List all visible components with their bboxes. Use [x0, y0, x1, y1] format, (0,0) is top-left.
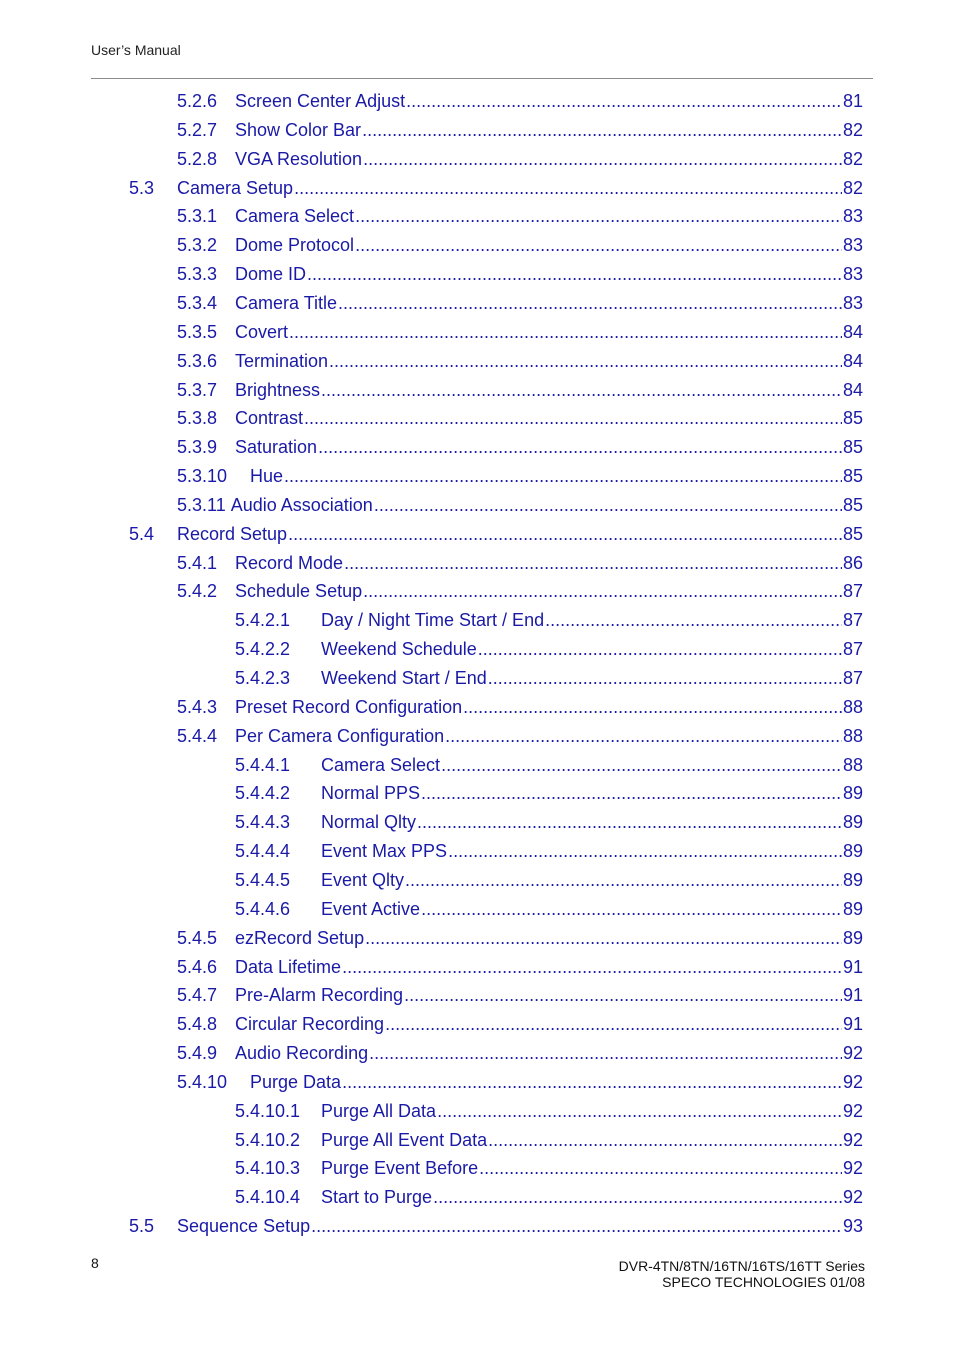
toc-entry[interactable]	[177, 433, 863, 461]
toc-entry[interactable]	[235, 895, 863, 923]
toc-entry-number: 5.4.7	[177, 985, 218, 1006]
footer-info	[619, 1258, 865, 1290]
toc-entry-title: Dome Protocol	[235, 235, 355, 256]
toc-entry[interactable]	[177, 404, 863, 432]
dot-leader	[363, 577, 842, 605]
dot-leader	[355, 202, 842, 230]
toc-entry-number: 5.4.2.3	[235, 668, 291, 688]
toc-entry-number: 5.4.4.2	[235, 783, 291, 804]
toc-entry-number: 5.4.4.4	[235, 841, 291, 862]
dot-leader	[488, 664, 842, 692]
toc-entry-title: Covert	[235, 321, 289, 342]
toc-entry-page: 88	[842, 696, 863, 717]
toc-entry[interactable]	[235, 1097, 863, 1125]
toc-entry-page: 82	[842, 148, 863, 169]
toc-entry-page: 86	[842, 552, 863, 573]
toc-entry-page: 85	[842, 408, 863, 429]
dot-leader	[433, 1183, 842, 1211]
dot-leader	[545, 606, 842, 634]
toc-entry-number: 5.2.8	[177, 148, 218, 169]
toc-entry-title: Purge Event Before	[321, 1158, 479, 1179]
dot-leader	[406, 87, 842, 115]
toc-entry-title: Event Qlty	[321, 869, 405, 890]
toc-entry-page: 92	[842, 1187, 863, 1208]
dot-leader	[284, 462, 842, 490]
toc-entry-number: 5.3.3	[177, 264, 218, 285]
toc-entry-page: 89	[842, 783, 863, 804]
toc-entry[interactable]	[177, 145, 863, 173]
dot-leader	[338, 289, 842, 317]
toc-entry[interactable]	[177, 289, 863, 317]
toc-entry-page: 91	[842, 1014, 863, 1035]
dot-leader	[294, 174, 842, 202]
toc-entry[interactable]	[177, 953, 863, 981]
dot-leader	[289, 318, 842, 346]
toc-entry-number: 5.4.10	[177, 1071, 228, 1092]
dot-leader	[479, 1154, 842, 1182]
toc-entry-title: Normal Qlty	[321, 812, 417, 833]
toc-entry-page: 82	[842, 177, 863, 198]
toc-entry-title: Sequence Setup	[177, 1216, 311, 1237]
toc-entry-page: 84	[842, 379, 863, 400]
toc-entry-title: Event Max PPS	[321, 841, 448, 862]
toc-entry-number: 5.4.4.3	[235, 812, 291, 833]
toc-entry-page: 82	[842, 119, 863, 140]
toc-entry[interactable]	[129, 174, 863, 202]
toc-entry-number: 5.4.10.4	[235, 1187, 301, 1208]
toc-entry-title: Normal PPS	[321, 783, 421, 804]
toc-entry[interactable]	[177, 577, 863, 605]
toc-entry-title: Purge Data	[250, 1071, 342, 1092]
toc-entry-number: 5.2.7	[177, 119, 218, 140]
toc-entry-number: 5.4.5	[177, 927, 218, 948]
toc-entry[interactable]	[177, 1010, 863, 1038]
toc-entry[interactable]	[235, 808, 863, 836]
toc-entry[interactable]	[177, 491, 863, 519]
toc-entry-page: 83	[842, 292, 863, 313]
toc-entry-title: Brightness	[235, 379, 321, 400]
toc-entry-page: 91	[842, 985, 863, 1006]
toc-entry[interactable]	[235, 779, 863, 807]
toc-entry-number: 5.3	[129, 177, 155, 198]
toc-entry[interactable]	[235, 606, 863, 634]
dot-leader	[478, 635, 842, 663]
toc-entry[interactable]	[235, 866, 863, 894]
toc-entry-page: 83	[842, 206, 863, 227]
toc-entry[interactable]	[177, 231, 863, 259]
toc-entry-page: 89	[842, 898, 863, 919]
toc-entry-title: Per Camera Configuration	[235, 725, 445, 746]
dot-leader	[417, 808, 842, 836]
dot-leader	[355, 231, 842, 259]
toc-entry-title: Schedule Setup	[235, 581, 363, 602]
toc-entry-page: 93	[842, 1216, 863, 1237]
toc-entry-title: Purge All Event Data	[321, 1129, 488, 1150]
toc-entry-title: Hue	[250, 466, 284, 487]
toc-entry-number: 5.4.8	[177, 1014, 218, 1035]
toc-entry-page: 81	[842, 91, 863, 111]
toc-entry-number: 5.4.4.1	[235, 754, 291, 775]
dot-leader	[385, 1010, 842, 1038]
toc-entry-number: 5.3.11	[177, 494, 226, 515]
dot-leader	[448, 837, 842, 865]
toc-entry[interactable]	[235, 751, 863, 779]
toc-entry-title: Contrast	[235, 408, 304, 429]
toc-entry-page: 85	[842, 437, 863, 458]
toc-entry-title: Purge All Data	[321, 1100, 437, 1121]
toc-entry[interactable]	[177, 1039, 863, 1067]
toc-entry-number: 5.4.4.6	[235, 898, 291, 919]
toc-entry-number: 5.3.9	[177, 437, 218, 458]
dot-leader	[441, 751, 842, 779]
dot-leader	[369, 1039, 842, 1067]
toc-entry-title: Dome ID	[235, 264, 307, 285]
toc-entry-title: Pre-Alarm Recording	[235, 985, 404, 1006]
toc-entry[interactable]	[235, 1126, 863, 1154]
toc-entry[interactable]	[177, 693, 863, 721]
dot-leader	[304, 404, 842, 432]
toc-entry-number: 5.2.6	[177, 91, 218, 111]
toc-entry-title: Event Active	[321, 898, 421, 919]
toc-entry-title: Weekend Start / End	[321, 668, 487, 688]
toc-entry-number: 5.3.1	[177, 206, 218, 227]
toc-entry[interactable]	[235, 837, 863, 865]
toc-entry-page: 87	[842, 581, 863, 602]
dot-leader	[488, 1126, 842, 1154]
toc-entry-page: 89	[842, 812, 863, 833]
toc-entry-page: 84	[842, 350, 863, 371]
toc-entry-number: 5.3.8	[177, 408, 218, 429]
toc-entry-number: 5.4.2.1	[235, 610, 291, 631]
dot-leader	[421, 895, 842, 923]
dot-leader	[362, 116, 842, 144]
toc-entry-number: 5.4.6	[177, 956, 218, 977]
toc-entry-page: 88	[842, 754, 863, 775]
toc-entry-title: ezRecord Setup	[235, 927, 365, 948]
toc-entry-number: 5.4.4.5	[235, 869, 291, 890]
toc-entry[interactable]	[177, 462, 863, 490]
toc-entry[interactable]	[177, 347, 863, 375]
toc-entry-number: 5.4.4	[177, 725, 218, 746]
toc-entry-title: Day / Night Time Start / End	[321, 610, 545, 631]
toc-entry-page: 85	[842, 466, 863, 487]
toc-entry-title: VGA Resolution	[235, 148, 363, 169]
toc-entry-number: 5.3.7	[177, 379, 218, 400]
dot-leader	[363, 145, 842, 173]
toc-entry-page: 87	[842, 639, 863, 660]
toc-entry-page: 92	[842, 1043, 863, 1064]
toc-entry-number: 5.4.1	[177, 552, 218, 573]
toc-entry[interactable]	[177, 116, 863, 144]
toc-entry-title: Weekend Schedule	[321, 639, 477, 660]
toc-entry-page: 92	[842, 1100, 863, 1121]
toc-entry-page: 89	[842, 841, 863, 862]
toc-entry-page: 84	[842, 321, 863, 342]
page-number: 8	[91, 1255, 99, 1271]
toc-entry-title: Circular Recording	[235, 1014, 385, 1035]
toc-entry[interactable]	[177, 260, 863, 288]
toc-entry-title: Camera Select	[235, 206, 355, 227]
toc-entry-title: Data Lifetime	[235, 956, 342, 977]
dot-leader	[311, 1212, 842, 1240]
dot-leader	[463, 693, 842, 721]
dot-leader	[404, 981, 842, 1009]
toc-entry-title: Audio Association	[230, 494, 373, 515]
dot-leader	[344, 549, 842, 577]
toc-entry[interactable]	[177, 318, 863, 346]
toc-entry-title: Screen Center Adjust	[235, 91, 406, 111]
toc-entry-page: 85	[842, 494, 863, 515]
toc-entry-number: 5.4.9	[177, 1043, 218, 1064]
toc-entry[interactable]	[235, 635, 863, 663]
toc-entry[interactable]	[235, 1183, 863, 1211]
toc-entry-title: Saturation	[235, 437, 318, 458]
toc-entry[interactable]	[129, 520, 863, 548]
toc-entry-number: 5.4.2	[177, 581, 218, 602]
header-divider	[91, 78, 873, 79]
dot-leader	[374, 491, 842, 519]
dot-leader	[329, 347, 842, 375]
dot-leader	[342, 1068, 842, 1096]
toc-entry-number: 5.3.10	[177, 466, 228, 487]
toc-entry-page: 92	[842, 1129, 863, 1150]
toc-entry-number: 5.3.2	[177, 235, 218, 256]
toc-entry-number: 5.5	[129, 1216, 155, 1237]
toc-entry-number: 5.4.3	[177, 696, 218, 717]
toc-entry-page: 87	[842, 610, 863, 631]
dot-leader	[405, 866, 842, 894]
toc-entry-number: 5.4.10.2	[235, 1129, 301, 1150]
toc-entry[interactable]	[129, 1212, 863, 1240]
toc-entry-number: 5.3.5	[177, 321, 218, 342]
toc-entry-page: 92	[842, 1071, 863, 1092]
toc-entry[interactable]	[235, 1154, 863, 1182]
toc-entry[interactable]	[177, 924, 863, 952]
toc-entry-page: 91	[842, 956, 863, 977]
toc-entry-number: 5.4.10.1	[235, 1100, 301, 1121]
toc-entry-number: 5.4.2.2	[235, 639, 291, 660]
toc-entry-title: Camera Select	[321, 754, 441, 775]
toc-entry[interactable]	[177, 722, 863, 750]
dot-leader	[288, 520, 842, 548]
toc-entry[interactable]	[177, 981, 863, 1009]
toc-entry-title: Termination	[235, 350, 329, 371]
toc-entry-title: Audio Recording	[235, 1043, 369, 1064]
toc-entry-page: 83	[842, 235, 863, 256]
toc-entry[interactable]	[177, 1068, 863, 1096]
toc-entry[interactable]	[177, 549, 863, 577]
toc-entry-page: 89	[842, 927, 863, 948]
toc-entry-page: 92	[842, 1158, 863, 1179]
toc-entry-number: 5.3.6	[177, 350, 218, 371]
toc-entry[interactable]	[177, 376, 863, 404]
toc-entry-page: 88	[842, 725, 863, 746]
toc-entry[interactable]	[177, 87, 863, 115]
dot-leader	[318, 433, 842, 461]
toc-entry-title: Record Setup	[177, 523, 288, 544]
dot-leader	[365, 924, 842, 952]
toc-entry[interactable]	[235, 664, 863, 692]
dot-leader	[421, 779, 842, 807]
toc-entry-number: 5.4	[129, 523, 155, 544]
toc-entry-title: Start to Purge	[321, 1187, 433, 1208]
toc-entry-page: 83	[842, 264, 863, 285]
dot-leader	[445, 722, 842, 750]
footer-company: SPECO TECHNOLOGIES 01/08	[662, 1274, 865, 1290]
toc-entry[interactable]	[177, 202, 863, 230]
toc-entry-page: 85	[842, 523, 863, 544]
footer-series: DVR-4TN/8TN/16TN/16TS/16TT Series	[618, 1258, 865, 1274]
dot-leader	[307, 260, 842, 288]
toc-entry-title: Camera Title	[235, 292, 338, 313]
toc-entry-page: 87	[842, 668, 863, 688]
dot-leader	[321, 376, 842, 404]
running-header: User’s Manual	[91, 42, 181, 58]
toc-entry-title: Record Mode	[235, 552, 344, 573]
toc-entry-number: 5.3.4	[177, 292, 218, 313]
toc-entry-title: Camera Setup	[177, 177, 294, 198]
dot-leader	[342, 953, 842, 981]
toc-entry-title: Show Color Bar	[235, 119, 362, 140]
dot-leader	[437, 1097, 842, 1125]
toc-entry-page: 89	[842, 869, 863, 890]
toc-entry-number: 5.4.10.3	[235, 1158, 301, 1179]
toc-entry-title: Preset Record Configuration	[235, 696, 463, 717]
